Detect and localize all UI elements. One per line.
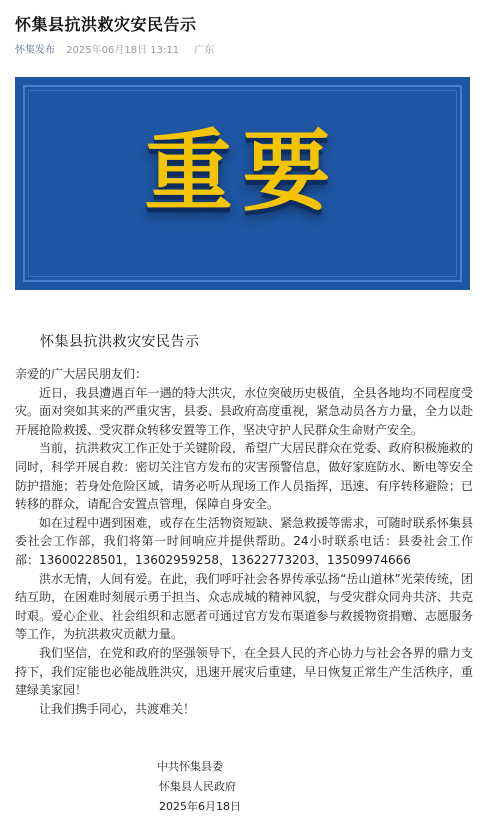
notice-paragraph-2: 当前，抗洪救灾工作正处于关键阶段，希望广大居民群众在党委、政府积极施救的同时，科学开展自救：密切关注官方发布的灾害预警信息，做好家庭防水、断电等安全防护措施；若身处危险区域，请务必听从现场工作人员指挥，迅速、有序转移避险；已转移的群众，请配合安置点管理，保障自身安全。 [15,441,473,512]
article-meta [15,41,214,56]
signature-party-committee: 中共怀集县委 [157,760,223,773]
publish-region: 广东 [194,45,215,56]
notice-signature [157,757,241,817]
publish-date: 2025年06月18日 13:11 [66,45,180,56]
notice-body [15,365,473,718]
important-banner-image [15,77,470,290]
notice-paragraph-4: 洪水无情，人间有爱。在此，我们呼吁社会各界传承弘扬“岳山道林”光荣传统，团结互助，在困难时刻展示勇于担当、众志成城的精神风貌，与受灾群众同舟共济、共克时艰。爱心企业、社会组织和志愿者可通过官方发布渠道参与救援物资捐赠、志愿服务等工作，为抗洪救灾贡献力量。 [15,571,473,642]
notice-title: 怀集县抗洪救灾安民告示 [40,334,200,350]
notice-paragraph-5: 我们坚信，在党和政府的坚强领导下，在全县人民的齐心协力与社会各界的鼎力支持下，我们定能也必能战胜洪灾，迅速开展灾后重建，早日恢复正常生产生活秩序，重建绿美家园！ [15,645,473,698]
signature-date: 2025年6月18日 [159,800,241,813]
article-title: 怀集县抗洪救灾安民告示 [15,15,197,34]
banner-text: 重要 [144,120,341,223]
notice-paragraph-6: 让我们携手同心，共渡难关！ [39,701,196,716]
notice-paragraph-3: 如在过程中遇到困难，或存在生活物资短缺、紧急救援等需求，可随时联系怀集县委社会工作部，我们将第一时间响应并提供帮助。24小时联系电话：县委社会工作部：13600228501，13602959258，13622773203，13509974666 [15,515,473,567]
account-name-link[interactable]: 怀集发布 [15,45,55,56]
signature-government: 怀集县人民政府 [159,780,236,793]
notice-greeting: 亲爱的广大居民朋友们： [15,367,148,381]
notice-paragraph-1: 近日，我县遭遇百年一遇的特大洪灾，水位突破历史极值，全县各地均不同程度受灾。面对突如其来的严重灾害，县委、县政府高度重视，紧急动员各方力量，全力以赴开展抢险救援、受灾群众转移安置等工作，坚决守护人民群众生命财产安全。 [15,385,473,437]
